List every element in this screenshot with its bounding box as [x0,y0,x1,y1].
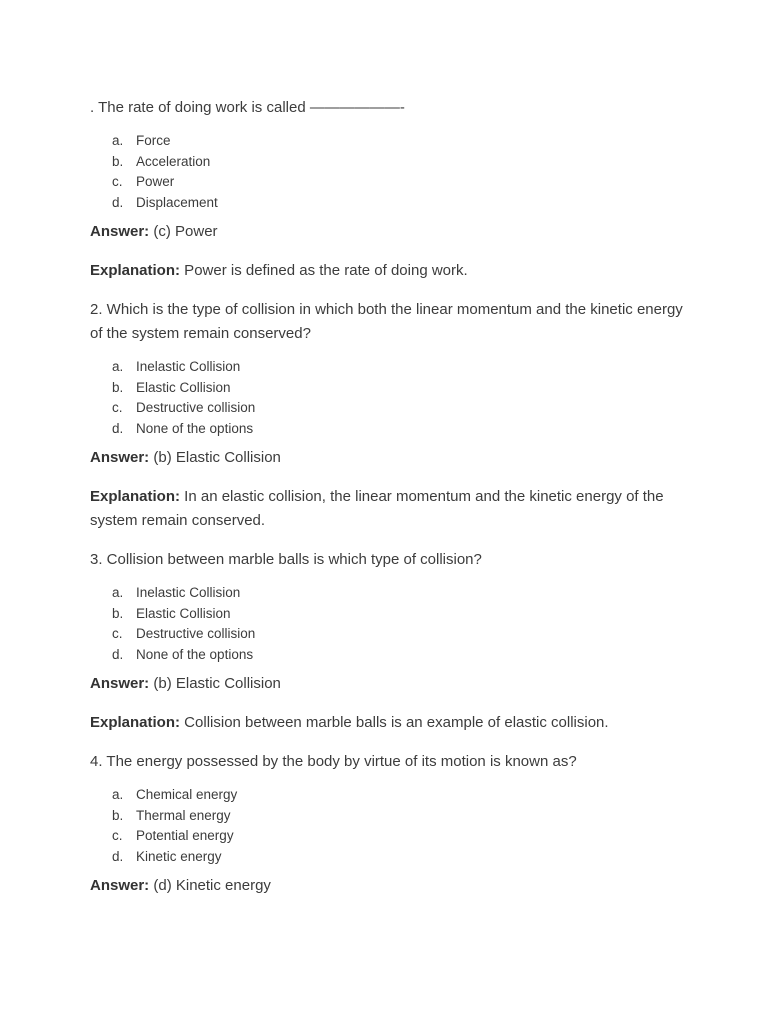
answer-text: (d) Kinetic energy [149,877,271,894]
option-text: Elastic Collision [136,379,231,395]
option-text: Acceleration [136,153,211,169]
answer-text: (b) Elastic Collision [149,675,281,692]
option-letter: c. [112,400,123,415]
question-text: 2. Which is the type of collision in which both the linear momentum and the kinetic energy of the system remain conserved? [90,301,683,342]
option-letter: d. [112,646,124,662]
question-block [90,548,690,735]
explanation-line [90,711,690,735]
answer-text: (c) Power [149,223,218,240]
option-text: Thermal energy [136,807,231,823]
answer-label: Answer: [90,877,150,894]
option-text: Destructive collision [136,400,256,415]
option-item [90,152,690,173]
option-text: Force [136,133,171,148]
answer-line [90,874,690,898]
option-item [90,131,690,152]
answer-text: (b) Elastic Collision [149,449,281,466]
option-text: Elastic Collision [136,605,231,621]
option-text: Kinetic energy [136,848,222,864]
answer-label: Answer: [90,449,150,466]
answer-label: Answer: [90,675,150,692]
option-text: None of the options [136,646,254,662]
explanation-label: Explanation: [90,714,181,731]
explanation-line [90,485,690,533]
option-letter: d. [112,848,124,864]
option-item [90,172,690,193]
option-item [90,826,690,847]
option-letter: c. [112,174,123,189]
question-block [90,750,690,898]
option-letter: c. [112,828,123,843]
explanation-text: In an elastic collision, the linear momentum and the kinetic energy of the system remain conserved. [90,488,664,529]
option-item [90,378,690,399]
option-item [90,419,690,440]
option-item [90,357,690,378]
option-text: Power [136,174,175,189]
option-item [90,624,690,645]
option-letter: a. [112,359,124,374]
option-text: Inelastic Collision [136,359,241,374]
question-text: 4. The energy possessed by the body by virtue of its motion is known as? [90,753,577,770]
question-block [90,298,690,533]
option-letter: d. [112,194,124,210]
option-letter: a. [112,133,124,148]
option-letter: a. [112,787,124,802]
option-item [90,193,690,214]
option-text: Potential energy [136,828,234,843]
option-letter: a. [112,585,124,600]
option-text: Displacement [136,194,218,210]
explanation-line [90,259,690,283]
explanation-text: Collision between marble balls is an example of elastic collision. [180,714,609,731]
option-letter: b. [112,153,124,169]
option-item [90,583,690,604]
question-block [90,96,690,283]
option-item [90,604,690,625]
options-list [90,583,690,665]
explanation-text: Power is defined as the rate of doing work. [180,262,468,279]
question-text: . The rate of doing work is called ——————- [90,99,405,116]
answer-line [90,220,690,244]
document-page [90,96,690,913]
option-text: Inelastic Collision [136,585,241,600]
option-letter: c. [112,626,123,641]
question-text: 3. Collision between marble balls is which type of collision? [90,551,482,568]
answer-line [90,672,690,696]
option-item [90,847,690,868]
option-letter: b. [112,807,124,823]
option-text: Chemical energy [136,787,238,802]
answer-label: Answer: [90,223,150,240]
option-text: Destructive collision [136,626,256,641]
option-item [90,806,690,827]
option-item [90,645,690,666]
explanation-label: Explanation: [90,488,181,505]
option-text: None of the options [136,420,254,436]
options-list [90,131,690,213]
answer-line [90,446,690,470]
options-list [90,357,690,439]
option-item [90,785,690,806]
option-letter: b. [112,605,124,621]
options-list [90,785,690,867]
option-letter: b. [112,379,124,395]
explanation-label: Explanation: [90,262,181,279]
option-item [90,398,690,419]
option-letter: d. [112,420,124,436]
